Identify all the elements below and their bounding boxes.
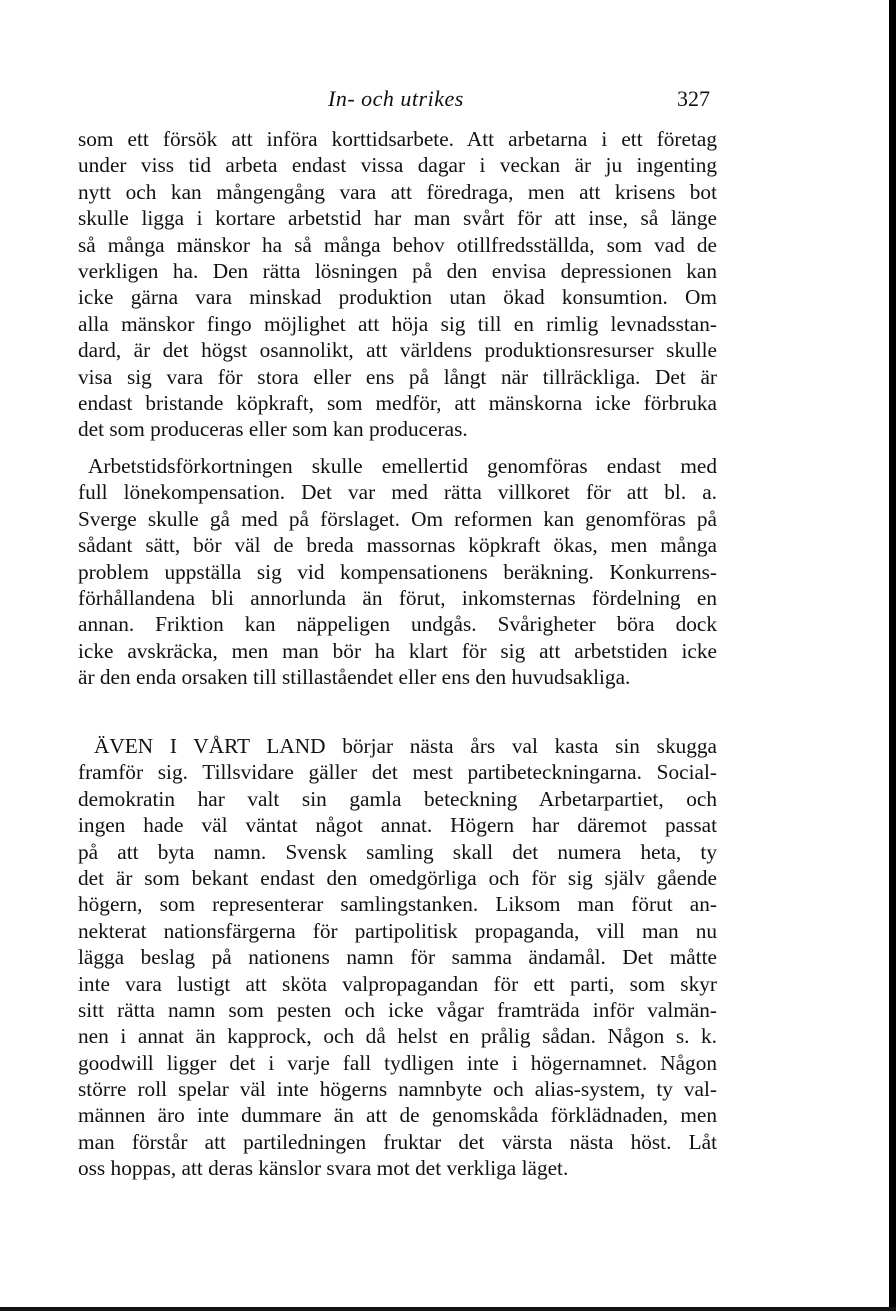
running-head <box>0 86 896 116</box>
text-line: större roll spelar väl inte högerns namnbyte och alias-system, ty val- <box>78 1077 717 1102</box>
text-line: sitt rätta namn som pesten och icke vågar framträda inför valmän- <box>78 997 717 1022</box>
text-line: annan. Friktion kan näppeligen undgås. Svårigheter böra dock <box>78 612 717 637</box>
text-line: nekterat nationsfärgerna för partipolitisk propaganda, vill man nu <box>78 918 717 943</box>
text-line: så många mänskor ha så många behov otillfredsställda, som vad de <box>78 232 717 257</box>
text-line: problem uppställa sig vid kompensationens beräkning. Konkurrens- <box>78 559 717 584</box>
text-line: det som produceras eller som kan produceras. <box>78 417 468 442</box>
text-line: nytt och kan mångengång vara att föredraga, men att krisens bot <box>78 179 717 204</box>
text-line: full lönekompensation. Det var med rätta villkoret för att bl. a. <box>78 480 717 505</box>
text-line: skulle ligga i kortare arbetstid har man svårt för att inse, så länge <box>78 206 717 231</box>
text-line: på att byta namn. Svensk samling skall det numera heta, ty <box>78 839 717 864</box>
text-line: Arbetstidsförkortningen skulle emellertid genomföras endast med <box>88 454 717 478</box>
text-line: högern, som representerar samlingstanken. Liksom man förut an- <box>78 892 717 917</box>
text-line: ÄVEN I VÅRT LAND börjar nästa års val kasta sin skugga <box>94 734 717 758</box>
text-line: som ett försök att införa korttidsarbete. Att arbetarna i ett företag <box>78 127 717 151</box>
text-line: är den enda orsaken till stillaståendet eller ens den huvudsakliga. <box>78 665 631 690</box>
text-line: dard, är det högst osannolikt, att världens produktionsresurser skulle <box>78 338 717 363</box>
text-line: nen i annat än kapprock, och då helst en prålig sådan. Någon s. k. <box>78 1024 717 1049</box>
paragraph-1 <box>78 126 717 443</box>
text-line: goodwill ligger det i varje fall tydligen inte i högernamnet. Någon <box>78 1050 717 1075</box>
scan-edge-bottom <box>0 1307 896 1311</box>
text-line: icke avskräcka, men man bör ha klart för sig att arbetstiden icke <box>78 638 717 663</box>
text-line: oss hoppas, att deras känslor svara mot det verkliga läget. <box>78 1156 569 1181</box>
paragraph-3 <box>78 733 717 1182</box>
text-line: demokratin har valt sin gamla beteckning Arbetarpartiet, och <box>78 786 717 811</box>
text-line: lägga beslag på nationens namn för samma ändamål. Det måtte <box>78 945 717 970</box>
text-line: männen äro inte dummare än att de genomskåda förklädnaden, men <box>78 1103 717 1128</box>
paragraph-2 <box>78 453 717 691</box>
text-line: inte vara lustigt att sköta valpropagandan för ett parti, som skyr <box>78 971 717 996</box>
text-line: Sverge skulle gå med på förslaget. Om reformen kan genomföras på <box>78 506 717 531</box>
text-line: ingen hade väl väntat något annat. Högern har däremot passat <box>78 813 717 838</box>
text-line: endast bristande köpkraft, som medför, att mänskorna icke förbruka <box>78 390 717 415</box>
page-number: 327 <box>677 86 710 111</box>
text-line: visa sig vara för stora eller ens på långt när tillräckliga. Det är <box>78 364 717 389</box>
text-line: förhållandena bli annorlunda än förut, inkomsternas fördelning en <box>78 585 717 610</box>
text-line: man förstår att partiledningen fruktar det värsta nästa höst. Låt <box>78 1129 717 1154</box>
text-line: under viss tid arbeta endast vissa dagar i veckan är ju ingenting <box>78 153 717 178</box>
text-line: verkligen ha. Den rätta lösningen på den envisa depressionen kan <box>78 258 717 283</box>
text-line: alla mänskor fingo möjlighet att höja sig till en rimlig levnadsstan- <box>78 311 717 336</box>
text-line: icke gärna vara minskad produktion utan ökad konsumtion. Om <box>78 285 717 310</box>
text-line: det är som bekant endast den omedgörliga och för sig själv gående <box>78 865 717 890</box>
text-line: sådant sätt, bör väl de breda massornas köpkraft ökas, men många <box>78 533 717 558</box>
running-head-title: In- och utrikes <box>328 86 464 111</box>
text-line: framför sig. Tillsvidare gäller det mest partibeteckningarna. Social- <box>78 760 717 785</box>
scan-edge-right <box>889 0 896 1311</box>
